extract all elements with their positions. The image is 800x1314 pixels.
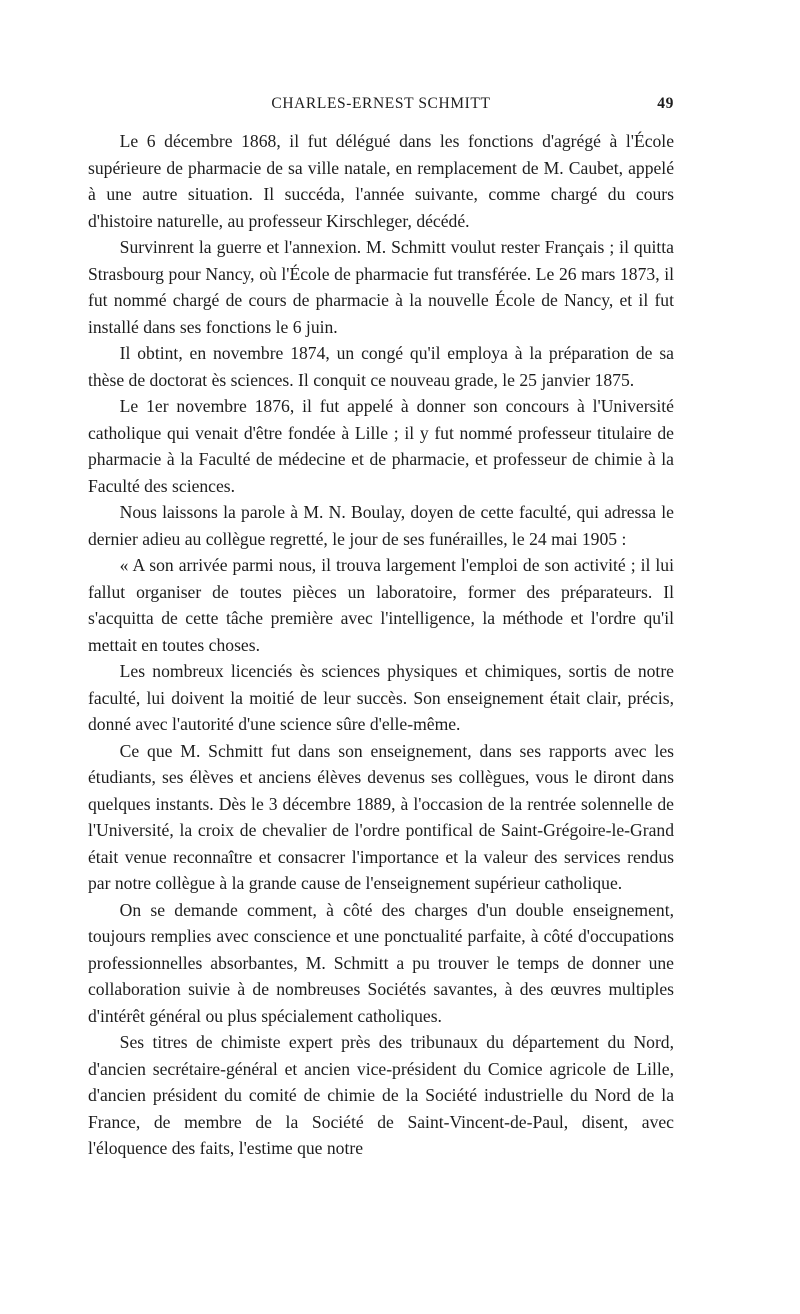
page-header (88, 95, 674, 119)
paragraph: Ses titres de chimiste expert près des tribunaux du département du Nord, d'ancien secrétaire-général et ancien vice-président du Comice agricole de Lille, d'ancien président du comité de chimie de la Société industrielle du Nord de la France, de membre de la Société de Saint-Vincent-de-Paul, disent, avec l'éloquence des faits, l'estime que notre (88, 1032, 674, 1158)
paragraph: Nous laissons la parole à M. N. Boulay, doyen de cette faculté, qui adressa le dernier adieu au collègue regretté, le jour de ses funérailles, le 24 mai 1905 : (88, 502, 674, 549)
paragraph: « A son arrivée parmi nous, il trouva largement l'emploi de son activité ; il lui fallut organiser de toutes pièces un laboratoire, former des préparateurs. Il s'acquitta de cette tâche première avec l'intelligence, la méthode et l'ordre qu'il mettait en toutes choses. (88, 555, 674, 655)
paragraph: Les nombreux licenciés ès sciences physiques et chimiques, sortis de notre faculté, lui doivent la moitié de leur succès. Son enseignement était clair, précis, donné avec l'autorité d'une science sûre d'elle-même. (88, 661, 674, 734)
paragraph: Le 1er novembre 1876, il fut appelé à donner son concours à l'Université catholique qui venait d'être fondée à Lille ; il y fut nommé professeur titulaire de pharmacie à la Faculté de médecine et de pharmacie, et professeur de chimie à la Faculté des sciences. (88, 396, 674, 496)
page-number: 49 (657, 95, 674, 112)
paragraph: On se demande comment, à côté des charges d'un double enseignement, toujours remplies avec conscience et une ponctualité parfaite, à côté d'occupations professionnelles absorbantes, M. Schmitt a pu trouver le temps de donner une collaboration suivie à de nombreuses Sociétés savantes, à des œuvres multiples d'intérêt général ou plus spécialement catholiques. (88, 899, 674, 1026)
running-title: CHARLES-ERNEST SCHMITT (271, 95, 491, 112)
body-text (88, 128, 674, 1162)
paragraph: Le 6 décembre 1868, il fut délégué dans les fonctions d'agrégé à l'École supérieure de pharmacie de sa ville natale, en remplacement de M. Caubet, appelé à une autre situation. Il succéda, l'année suivante, comme chargé du cours d'histoire naturelle, au professeur Kirschleger, décédé. (88, 131, 674, 231)
paragraph: Ce que M. Schmitt fut dans son enseignement, dans ses rapports avec les étudiants, ses élèves et anciens élèves devenus ses collègues, vous le diront dans quelques instants. Dès le 3 décembre 1889, à l'occasion de la rentrée solennelle de l'Université, la croix de chevalier de l'ordre pontifical de Saint-Grégoire-le-Grand était venue reconnaître et consacrer l'importance et la valeur des services rendus par notre collègue à la grande cause de l'enseignement supérieur catholique. (88, 740, 674, 893)
paragraph: Survinrent la guerre et l'annexion. M. Schmitt voulut rester Français ; il quitta Strasbourg pour Nancy, où l'École de pharmacie fut transférée. Le 26 mars 1873, il fut nommé chargé de cours de pharmacie à la nouvelle École de Nancy, et il fut installé dans ses fonctions le 6 juin. (88, 237, 674, 337)
paragraph: Il obtint, en novembre 1874, un congé qu'il employa à la préparation de sa thèse de doctorat ès sciences. Il conquit ce nouveau grade, le 25 janvier 1875. (88, 343, 674, 390)
